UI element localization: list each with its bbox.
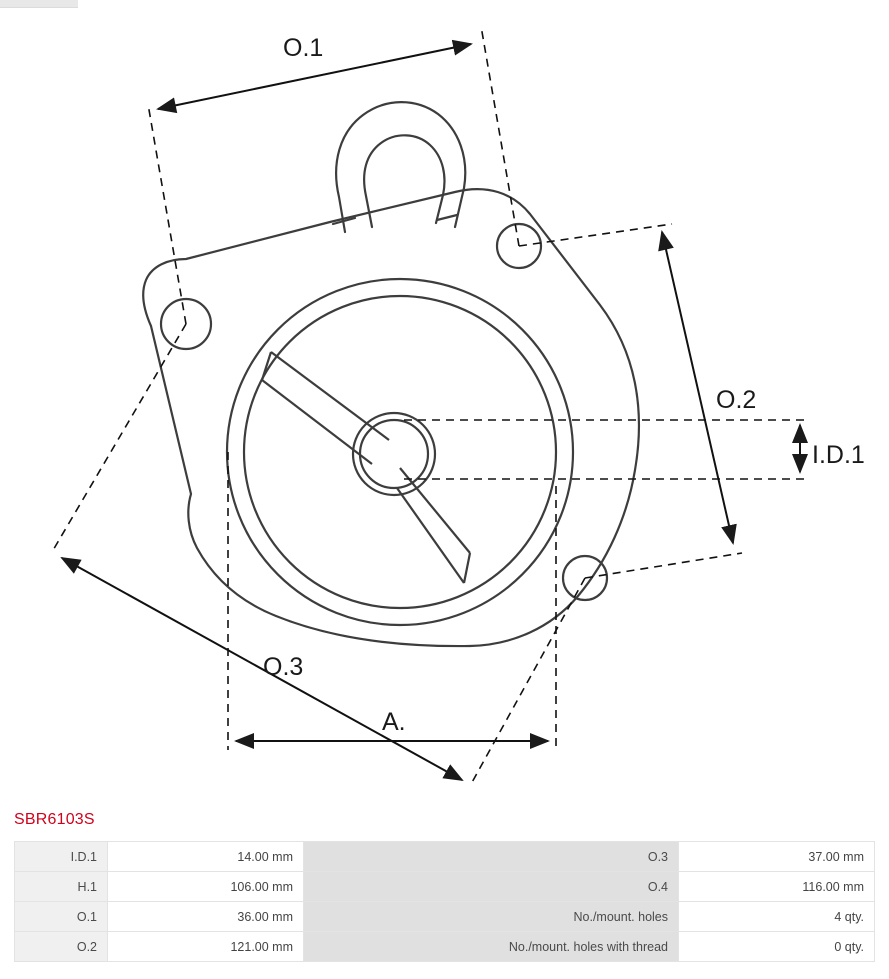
dimension-lines (52, 26, 806, 786)
table-row (15, 932, 875, 962)
technical-drawing (0, 8, 889, 803)
top-strip (0, 0, 78, 8)
spec-label: O.4 (304, 872, 679, 902)
spec-value: 4 qty. (679, 902, 875, 932)
table-row (15, 902, 875, 932)
spec-value: 36.00 mm (108, 902, 304, 932)
spec-label: No./mount. holes with thread (304, 932, 679, 962)
label-o2: O.2 (716, 386, 757, 414)
table-row (15, 842, 875, 872)
spec-value: 37.00 mm (679, 842, 875, 872)
bore-circles (227, 279, 573, 625)
spec-value: 106.00 mm (108, 872, 304, 902)
spec-label: No./mount. holes (304, 902, 679, 932)
table-row (15, 872, 875, 902)
spec-value: 116.00 mm (679, 872, 875, 902)
label-o1: O.1 (283, 34, 324, 62)
bracket-outline (143, 102, 639, 646)
label-o3: O.3 (263, 653, 304, 681)
label-a: A. (382, 708, 406, 736)
part-code: SBR6103S (14, 811, 95, 828)
spec-value: 0 qty. (679, 932, 875, 962)
dimension-label-texts (263, 34, 865, 736)
spec-label: H.1 (15, 872, 108, 902)
spec-label: O.3 (304, 842, 679, 872)
label-id1: I.D.1 (812, 441, 865, 469)
spec-value: 121.00 mm (108, 932, 304, 962)
spec-label: O.1 (15, 902, 108, 932)
specification-table (14, 841, 875, 962)
spec-label: O.2 (15, 932, 108, 962)
bore-slots (252, 352, 470, 583)
spec-value: 14.00 mm (108, 842, 304, 872)
spec-label: I.D.1 (15, 842, 108, 872)
